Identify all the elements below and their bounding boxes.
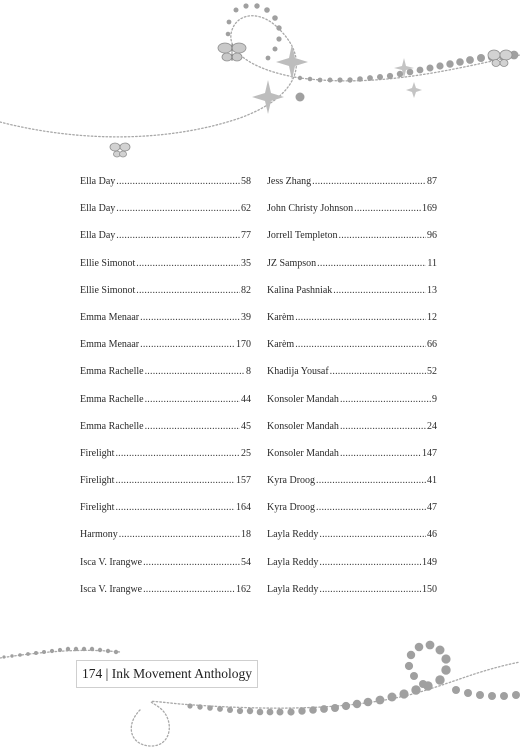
contributor-name: Firelight (80, 447, 115, 459)
contributor-name: Emma Rachelle (80, 366, 144, 378)
contributor-name: Emma Menaar (80, 311, 140, 323)
dot-leader (312, 175, 426, 189)
contributor-name: Karèm (267, 339, 295, 351)
page-reference: 147 (422, 447, 437, 459)
page-reference: 96 (427, 230, 437, 242)
page-reference: 82 (241, 284, 251, 296)
page-reference: 150 (422, 583, 437, 595)
contributor-name: Layla Reddy (267, 529, 319, 541)
index-entry (80, 393, 251, 420)
index-entry (267, 257, 437, 284)
contributor-name: Ellie Simonot (80, 284, 136, 296)
page-reference: 149 (422, 556, 437, 568)
page-reference: 66 (427, 339, 437, 351)
dot-leader (330, 365, 426, 379)
contributor-name: Kalina Pashniak (267, 284, 333, 296)
dot-leader (333, 284, 426, 298)
dot-leader (316, 501, 426, 515)
butterfly-icon (110, 143, 130, 157)
contributor-name: Firelight (80, 475, 115, 487)
index-column-right (267, 175, 437, 610)
page-reference: 8 (246, 366, 251, 378)
index-entry (80, 257, 251, 284)
contributor-name: Jess Zhang (267, 176, 312, 187)
dot-leader (340, 393, 431, 407)
index-entry (267, 474, 437, 501)
index-entry (80, 365, 251, 392)
page-reference: 77 (241, 230, 251, 242)
index-entry (267, 420, 437, 447)
page-reference: 35 (241, 257, 251, 269)
index-entry (80, 338, 251, 365)
contributor-name: Ella Day (80, 203, 116, 215)
contributor-name: Konsoler Mandah (267, 420, 339, 432)
page-reference: 87 (427, 176, 437, 187)
index-entry (267, 338, 437, 365)
contributor-name: Emma Rachelle (80, 393, 144, 405)
page-reference: 157 (236, 475, 251, 487)
contributor-name: Ella Day (80, 230, 116, 242)
dot-leader (316, 474, 426, 488)
dot-leader (340, 420, 426, 434)
dot-leader (354, 202, 421, 216)
page-reference: 44 (241, 393, 251, 405)
index-entry (80, 284, 251, 311)
index-column-left (80, 175, 251, 610)
contributor-name: Layla Reddy (267, 583, 319, 595)
index-entry (80, 474, 251, 501)
index-entry (267, 229, 437, 256)
page-reference: 162 (236, 583, 251, 595)
contributor-name: Ella Day (80, 176, 116, 187)
page-reference: 46 (427, 529, 437, 541)
contributor-name: Jorrell Templeton (267, 230, 338, 242)
page-reference: 24 (427, 420, 437, 432)
dot-leader (115, 501, 235, 515)
contributor-name: Kyra Droog (267, 475, 316, 487)
dot-leader (295, 338, 426, 352)
contributor-name: Isca V. Irangwe (80, 556, 143, 568)
page-reference: 11 (427, 257, 437, 269)
page-reference: 18 (241, 529, 251, 541)
dot-leader (140, 311, 240, 325)
index-entry (267, 447, 437, 474)
butterfly-icon (218, 43, 246, 61)
dot-leader (115, 474, 235, 488)
dot-leader (143, 556, 240, 570)
page-reference: 45 (241, 420, 251, 432)
dot-leader (319, 583, 421, 597)
dot-leader (145, 420, 240, 434)
page-reference: 52 (427, 366, 437, 378)
page-reference: 62 (241, 203, 251, 215)
dot-leader (319, 556, 421, 570)
index-entry (267, 556, 437, 583)
footer-separator: | (105, 666, 109, 681)
contributor-name: Emma Menaar (80, 339, 140, 351)
dot-leader (116, 229, 240, 243)
index-entry (80, 501, 251, 528)
dot-leader (140, 338, 235, 352)
dot-leader (295, 311, 426, 325)
index-entry (80, 175, 251, 202)
page-footer (76, 660, 258, 688)
index-entry (267, 501, 437, 528)
dot-leader (136, 284, 240, 298)
contributor-name: JZ Sampson (267, 257, 317, 269)
bead-string (226, 3, 519, 101)
dot-leader (115, 447, 240, 461)
dot-leader (319, 528, 426, 542)
index-entry (267, 311, 437, 338)
index-entry (80, 556, 251, 583)
contributor-name: Firelight (80, 502, 115, 514)
index-entry (80, 420, 251, 447)
index-entry (80, 229, 251, 256)
contributor-name: Ellie Simonot (80, 257, 136, 269)
index-entry (267, 284, 437, 311)
index-entry (267, 393, 437, 420)
index-entry (267, 365, 437, 392)
page-number: 174 (82, 666, 103, 681)
contributor-name: Karèm (267, 311, 295, 323)
dot-leader (116, 175, 240, 189)
contributor-name: Isca V. Irangwe (80, 583, 143, 595)
page-reference: 13 (427, 284, 437, 296)
contributor-name: Kyra Droog (267, 502, 316, 514)
sparkle-icon (252, 80, 284, 114)
index-entry (80, 311, 251, 338)
index-entry (80, 202, 251, 229)
dot-leader (317, 257, 426, 271)
dot-leader (145, 365, 245, 379)
page-reference: 164 (236, 502, 251, 514)
contributor-name: Konsoler Mandah (267, 393, 339, 405)
index-entry (267, 528, 437, 555)
page-reference: 9 (432, 393, 437, 405)
page-reference: 169 (422, 203, 437, 215)
index-entry (267, 202, 437, 229)
book-title: Ink Movement Anthology (111, 666, 252, 681)
dot-leader (339, 229, 427, 243)
index-entry (80, 528, 251, 555)
contributor-name: Harmony (80, 529, 118, 541)
dot-leader (136, 257, 240, 271)
page-reference: 39 (241, 311, 251, 323)
index-entry (80, 447, 251, 474)
page-reference: 25 (241, 447, 251, 459)
sparkle-icon (406, 82, 422, 98)
page-reference: 170 (236, 339, 251, 351)
dot-leader (119, 528, 240, 542)
contributor-name: Emma Rachelle (80, 420, 144, 432)
dot-leader (145, 393, 240, 407)
page-reference: 41 (427, 475, 437, 487)
dot-leader (116, 202, 240, 216)
contributor-name: Konsoler Mandah (267, 447, 339, 459)
contributor-name: Khadija Yousaf (267, 366, 329, 378)
contributor-name: Layla Reddy (267, 556, 319, 568)
top-swirl-decoration (0, 0, 520, 170)
dot-leader (143, 583, 235, 597)
contributor-name: John Christy Johnson (267, 203, 354, 215)
dot-leader (340, 447, 421, 461)
page-reference: 12 (427, 311, 437, 323)
page-reference: 47 (427, 502, 437, 514)
page-reference: 58 (241, 176, 251, 187)
page-reference: 54 (241, 556, 251, 568)
index-entry (267, 175, 437, 202)
